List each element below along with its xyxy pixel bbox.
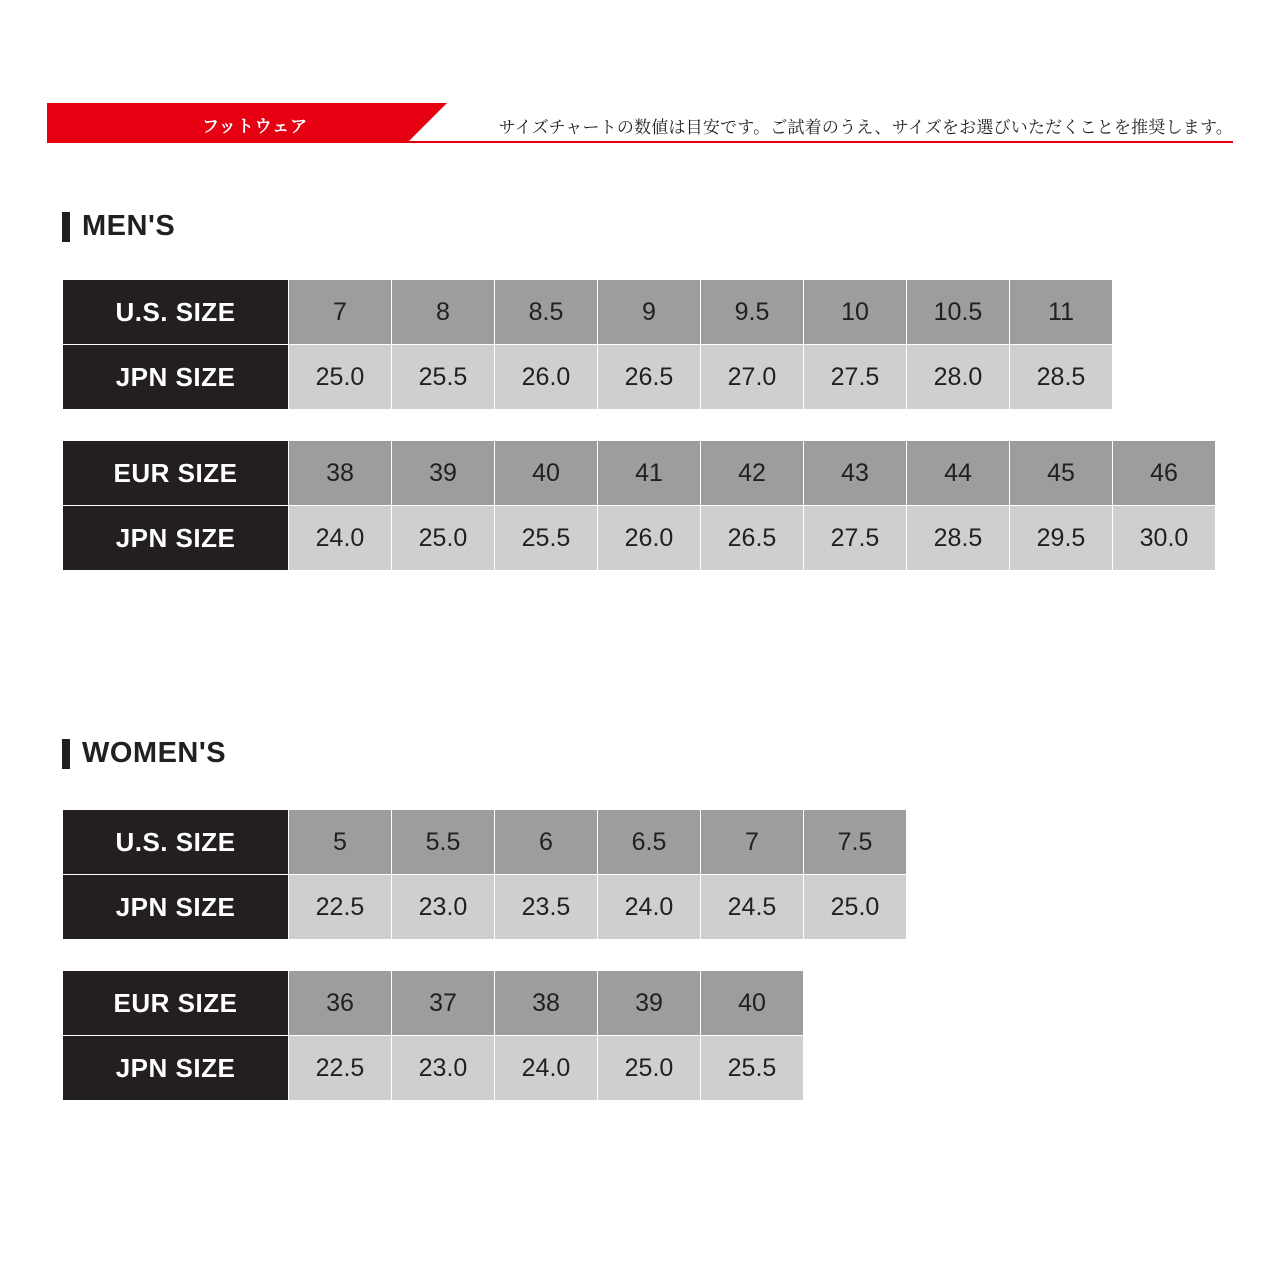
cell-us-size: 5 <box>289 810 392 875</box>
cell-eur-size: 46 <box>1113 441 1216 506</box>
table-row <box>63 1036 804 1101</box>
cell-jpn-size: 23.0 <box>392 1036 495 1101</box>
cell-us-size: 11 <box>1010 280 1113 345</box>
cell-jpn-size: 24.5 <box>701 875 804 940</box>
table-row <box>63 875 907 940</box>
cell-jpn-size: 25.5 <box>495 506 598 571</box>
table-womens-eur <box>62 970 804 1101</box>
table-mens-us <box>62 279 1113 410</box>
cell-jpn-size: 26.5 <box>701 506 804 571</box>
cell-jpn-size: 28.5 <box>1010 345 1113 410</box>
row-label-eur-size: EUR SIZE <box>63 441 289 506</box>
table-row <box>63 280 1113 345</box>
cell-eur-size: 36 <box>289 971 392 1036</box>
section-title-womens: WOMEN'S <box>82 737 227 769</box>
cell-us-size: 7.5 <box>804 810 907 875</box>
cell-us-size: 6.5 <box>598 810 701 875</box>
table-mens-eur <box>62 440 1216 571</box>
cell-jpn-size: 22.5 <box>289 1036 392 1101</box>
section-heading-womens <box>62 737 226 770</box>
heading-accent-bar <box>62 212 70 242</box>
cell-jpn-size: 25.0 <box>392 506 495 571</box>
table-row <box>63 810 907 875</box>
cell-eur-size: 41 <box>598 441 701 506</box>
table-row <box>63 506 1216 571</box>
cell-eur-size: 45 <box>1010 441 1113 506</box>
cell-jpn-size: 24.0 <box>289 506 392 571</box>
cell-eur-size: 39 <box>598 971 701 1036</box>
cell-eur-size: 39 <box>392 441 495 506</box>
table-row <box>63 971 804 1036</box>
cell-us-size: 8 <box>392 280 495 345</box>
cell-jpn-size: 23.5 <box>495 875 598 940</box>
cell-eur-size: 40 <box>701 971 804 1036</box>
row-label-eur-size: EUR SIZE <box>63 971 289 1036</box>
cell-jpn-size: 23.0 <box>392 875 495 940</box>
row-label-jpn-size: JPN SIZE <box>63 875 289 940</box>
row-label-us-size: U.S. SIZE <box>63 810 289 875</box>
cell-jpn-size: 24.0 <box>598 875 701 940</box>
row-label-jpn-size: JPN SIZE <box>63 506 289 571</box>
cell-us-size: 8.5 <box>495 280 598 345</box>
cell-us-size: 5.5 <box>392 810 495 875</box>
cell-us-size: 7 <box>289 280 392 345</box>
cell-jpn-size: 26.0 <box>495 345 598 410</box>
cell-eur-size: 44 <box>907 441 1010 506</box>
cell-jpn-size: 30.0 <box>1113 506 1216 571</box>
cell-us-size: 6 <box>495 810 598 875</box>
footwear-banner <box>47 103 1233 143</box>
cell-jpn-size: 22.5 <box>289 875 392 940</box>
cell-jpn-size: 25.0 <box>804 875 907 940</box>
cell-jpn-size: 28.0 <box>907 345 1010 410</box>
cell-eur-size: 43 <box>804 441 907 506</box>
cell-us-size: 10.5 <box>907 280 1010 345</box>
table-row <box>63 345 1113 410</box>
size-chart-note: サイズチャートの数値は目安です。ご試着のうえ、サイズをお選びいただくことを推奨します。 <box>498 118 1233 137</box>
row-label-jpn-size: JPN SIZE <box>63 345 289 410</box>
cell-jpn-size: 24.0 <box>495 1036 598 1101</box>
cell-jpn-size: 25.5 <box>392 345 495 410</box>
cell-us-size: 9 <box>598 280 701 345</box>
cell-eur-size: 38 <box>289 441 392 506</box>
cell-jpn-size: 27.5 <box>804 345 907 410</box>
cell-jpn-size: 25.0 <box>598 1036 701 1101</box>
cell-jpn-size: 25.0 <box>289 345 392 410</box>
cell-jpn-size: 27.0 <box>701 345 804 410</box>
cell-eur-size: 37 <box>392 971 495 1036</box>
cell-jpn-size: 26.5 <box>598 345 701 410</box>
cell-us-size: 9.5 <box>701 280 804 345</box>
cell-jpn-size: 26.0 <box>598 506 701 571</box>
row-label-us-size: U.S. SIZE <box>63 280 289 345</box>
section-title-mens: MEN'S <box>82 210 176 242</box>
cell-jpn-size: 27.5 <box>804 506 907 571</box>
cell-eur-size: 38 <box>495 971 598 1036</box>
cell-us-size: 7 <box>701 810 804 875</box>
cell-us-size: 10 <box>804 280 907 345</box>
cell-jpn-size: 29.5 <box>1010 506 1113 571</box>
cell-eur-size: 42 <box>701 441 804 506</box>
cell-jpn-size: 25.5 <box>701 1036 804 1101</box>
cell-jpn-size: 28.5 <box>907 506 1010 571</box>
cell-eur-size: 40 <box>495 441 598 506</box>
table-womens-us <box>62 809 907 940</box>
heading-accent-bar <box>62 739 70 769</box>
row-label-jpn-size: JPN SIZE <box>63 1036 289 1101</box>
banner-underline <box>47 141 1233 143</box>
category-tag-label: フットウェア <box>202 117 309 136</box>
table-row <box>63 441 1216 506</box>
section-heading-mens <box>62 210 175 243</box>
